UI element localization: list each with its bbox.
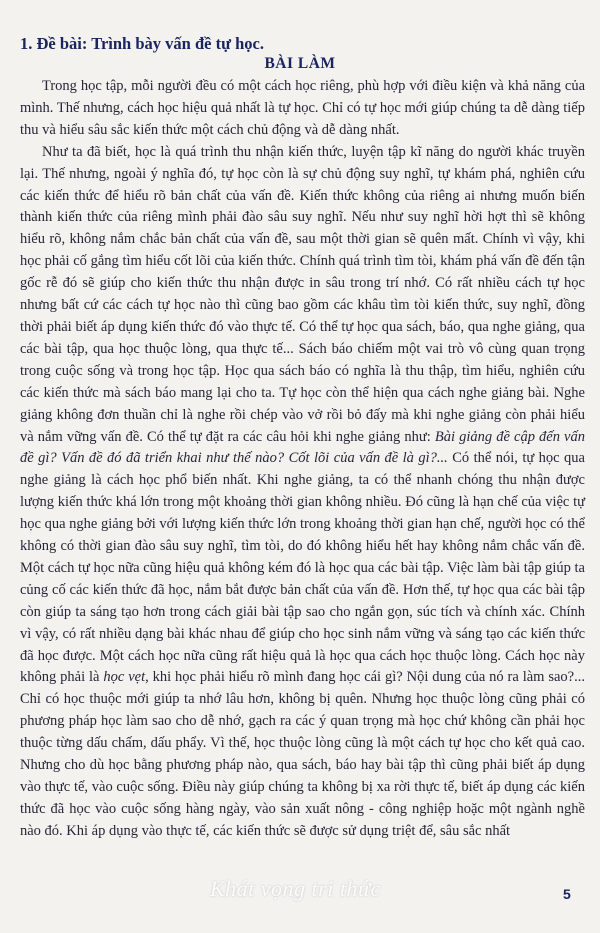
paragraph-body-hoc-vet: học vẹt: [103, 669, 146, 686]
paragraph-body-questions: Bài giảng đề cập đến vấn đề gì? Vấn đề đó đã triển khai như thế nào? Cốt lõi của vấn đề là gì?...: [20, 428, 585, 467]
essay-label: BÀI LÀM: [264, 55, 336, 72]
paragraph-body: [20, 142, 585, 843]
watermark-text: Khát vọng tri thức: [210, 876, 381, 901]
paragraph-body-text-2: Có thể nói, tự học qua nghe giảng là cách học phổ biến nhất. Khi nghe giảng, ta có thể nhanh chóng thu nhận được lượng kiến thức khá lớn trong một khoảng thời gian không nhiều. Đó cũng là hạn chế của việc tự học qua nghe giảng bởi với lượng kiến thức lớn trong khoảng thời gian hạn chế, người học có thể không có thời gian đào sâu suy nghĩ, tìm tòi, do đó không hiểu hết hay không nắm chắc vấn đề. Một cách tự học nữa cũng hiệu quả không kém đó là học qua các bài tập. Việc làm bài tập giúp ta củng cố các kiến thức đã học, nắm bắt được bản chất của vấn đề. Hơn thế, tự học qua các bài tập còn giúp ta sáng tạo hơn trong cách giải bài tập sao cho ngắn gọn, súc tích và chính xác. Chính vì vậy, có rất nhiều dạng bài khác nhau để giúp cho học sinh nắm vững và sáng tạo các kiến thức đã học được. Một cách học nữa cũng rất hiệu quả là học qua cách học thuộc lòng. Cách học này không phải là: [20, 450, 585, 686]
essay-body: [20, 76, 585, 843]
paragraph-intro: Trong học tập, mỗi người đều có một cách học riêng, phù hợp với điều kiện và khả năng của mình. Thế nhưng, cách học hiệu quả nhất là tự học. Chỉ có tự học mới giúp chúng ta dễ dàng tiếp thu và hiểu sâu sắc kiến thức một cách chủ động và dễ dàng nhất.: [20, 78, 585, 138]
paragraph-body-text-3: , khi học phải hiểu rõ mình đang học cái gì? Nội dung của nó ra làm sao?... Chỉ có học thuộc mới giúp ta nhớ lâu hơn, không bị quên. Nhưng học thuộc lòng cũng phải có phương pháp học làm sao cho dễ nhớ, gạch ra các ý quan trọng mà học chứ không cần phải học thuộc từng dấu chấm, dấu phẩy. Vì thế, học thuộc lòng cũng là một cách tự học cho kết quả cao. Nhưng cho dù học bằng phương pháp nào, qua sách, báo hay bài tập thì cũng phải biết áp dụng vào thực tế, vào cuộc sống. Điều này giúp chúng ta không bị xa rời thực tế, biết áp dụng các kiến thức đã học vào cuộc sống hàng ngày, vào sản xuất nông - công nghiệp hoặc một ngành nghề nào đó. Khi áp dụng vào thực tế, các kiến thức sẽ được sử dụng triệt để, sâu sắc nhất: [20, 669, 585, 839]
section-heading: 1. Đề bài: Trình bày vấn đề tự học.: [20, 34, 264, 53]
page-number: 5: [563, 886, 571, 902]
paragraph-body-text-1: Như ta đã biết, học là quá trình thu nhận kiến thức, luyện tập kĩ năng do người khác truyền lại. Thế nhưng, ngoài ý nghĩa đó, tự học còn là sự chủ động suy nghĩ, tự khám phá, nghiên cứu các kiến thức để hiểu rõ bản chất của vấn đề. Kiến thức không của riêng ai nhưng muốn biến thành kiến thức của riêng mình phải đào sâu suy nghĩ. Nếu như suy nghĩ hời hợt thì sẽ không hiểu rõ, không nắm chắc bản chất của vấn đề, sau một thời gian sẽ quên mất. Chính vì vậy, khi học phải cố gắng tìm hiểu cốt lõi của kiến thức. Chính quá trình tìm tòi, khám phá vấn đề đến tận gốc rễ đó sẽ giúp cho kiến thức thu nhận được in sâu trong trí nhớ. Có rất nhiều cách tự học nhưng bất cứ các cách tự học nào thì cũng bao gồm các khâu tìm tòi kiến thức, suy nghĩ, đồng thời phải biết áp dụng kiến thức đó vào thực tế. Có thể tự học qua sách, báo, qua nghe giảng, qua các bài tập, qua học thuộc lòng, qua thực tế... Sách báo chiếm một vai trò vô cùng quan trọng trong cuộc sống và trong học tập. Học qua sách báo có nghĩa là thu thập, tìm hiểu, nghiên cứu các kiến thức mà sách báo mang lại cho ta. Tự học còn thể hiện qua cách nghe giảng bài. Nghe giảng không đơn thuần chỉ là nghe rồi chép vào vở rồi bỏ đấy mà khi nghe giảng còn phải hiểu và nắm vững vấn đề. Có thể tự đặt ra các câu hỏi khi nghe giảng như:: [20, 143, 585, 445]
